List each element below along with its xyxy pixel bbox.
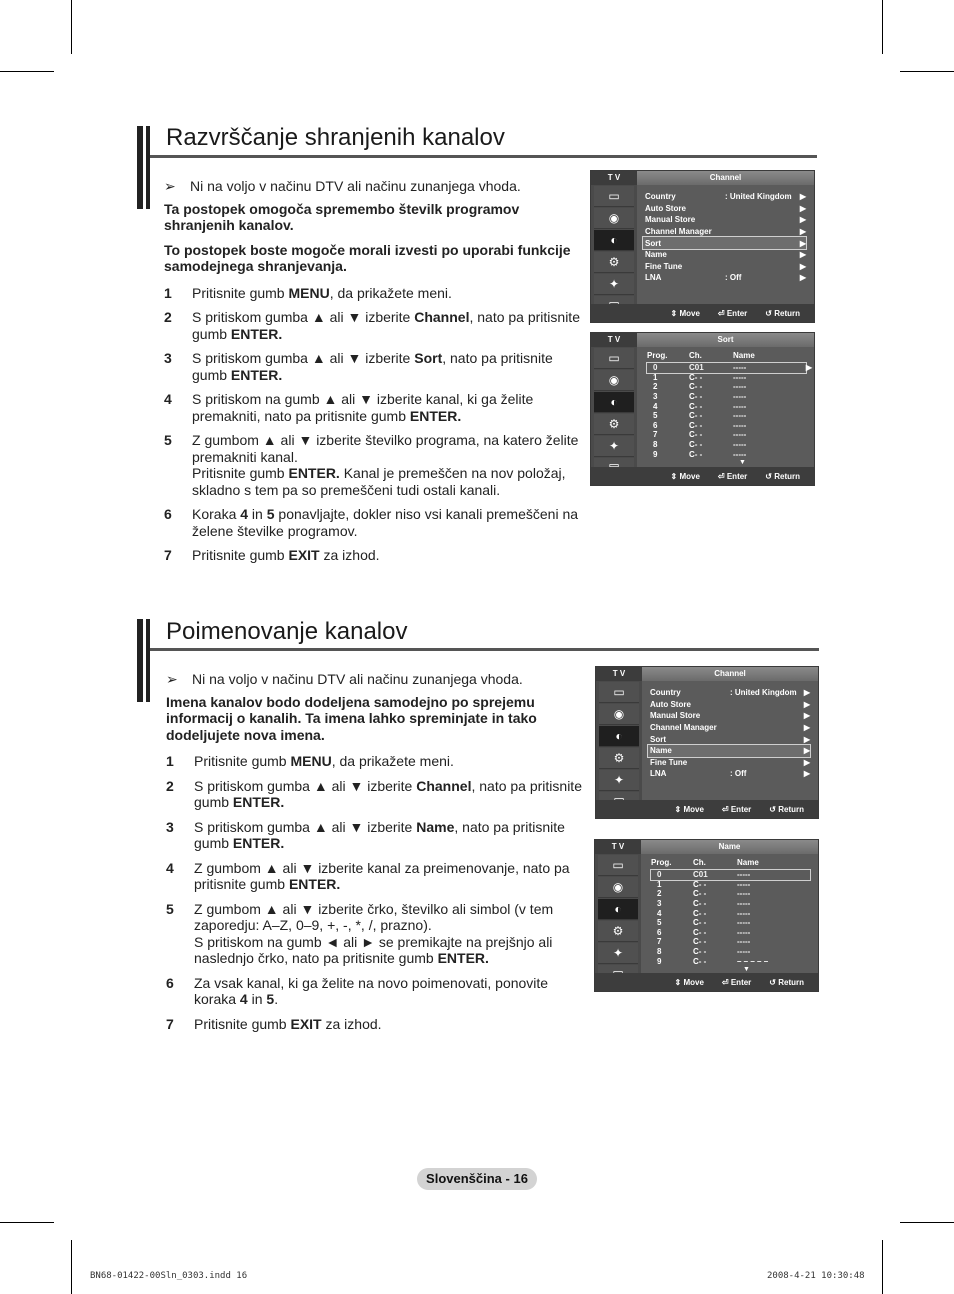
crop-mark — [0, 71, 54, 72]
arrow-right-icon: ▶ — [803, 757, 810, 767]
enter-hint: ⏎ Enter — [721, 804, 752, 814]
step-number: 6 — [164, 506, 172, 522]
step-text: Pritisnite gumb MENU, da prikažete meni. — [192, 284, 452, 301]
menu-item[interactable] — [648, 768, 810, 780]
osd-sidebar — [591, 347, 637, 467]
section-bar — [137, 126, 143, 209]
menu-item[interactable] — [643, 237, 806, 249]
arrow-right-icon: ▶ — [799, 227, 806, 237]
step-number: 5 — [166, 900, 174, 917]
step-text: S pritiskom gumba ▲ ali ▼ izberite Channel, nato pa pritisnite gumb ENTER. — [192, 309, 580, 342]
input-icon[interactable]: ✦ — [598, 943, 638, 964]
menu-item[interactable] — [648, 722, 810, 734]
channel-name: ----- — [733, 382, 747, 392]
menu-item-label: LNA — [650, 769, 667, 779]
channel-prog: 9 — [657, 956, 662, 966]
channel-name: ----- — [737, 937, 751, 947]
enter-hint: ⏎ Enter — [717, 471, 748, 481]
channel-ch: C- - — [693, 879, 707, 889]
setup-icon[interactable]: ⚙ — [598, 921, 638, 942]
osd-sidebar — [591, 185, 637, 304]
channel-prog: 4 — [653, 401, 658, 411]
channel-row[interactable] — [647, 421, 806, 431]
step-text: S pritiskom gumba ▲ ali ▼ izberite Sort, nato pa pritisnite gumb ENTER. — [192, 350, 553, 383]
channel-prog: 9 — [653, 449, 658, 459]
section-bar — [146, 126, 150, 209]
channel-list — [647, 363, 812, 459]
channel-icon[interactable]: ◐ — [594, 230, 634, 251]
channel-row[interactable] — [651, 908, 810, 918]
channel-name: ----- — [737, 947, 751, 957]
channel-ch: C- - — [689, 420, 703, 430]
channel-row[interactable] — [651, 880, 810, 890]
channel-name: ----- — [733, 420, 747, 430]
step-number: 5 — [164, 432, 172, 448]
crop-mark — [71, 1240, 72, 1294]
col-prog: Prog. — [647, 351, 668, 360]
step-number: 6 — [166, 974, 174, 991]
channel-row[interactable] — [647, 440, 806, 450]
channel-prog: 0 — [653, 363, 658, 373]
channel-prog: 3 — [657, 899, 662, 909]
crop-mark — [882, 0, 883, 54]
osd-title: Name — [641, 840, 818, 854]
list-header — [647, 351, 806, 360]
menu-item[interactable] — [648, 733, 810, 745]
menu-item-label: Sort — [650, 734, 666, 744]
scroll-down-icon: ▼ — [743, 966, 750, 973]
imprint-date: 2008-4-21 10:30:48 — [767, 1271, 865, 1281]
menu-item-label: Channel Manager — [645, 227, 712, 237]
imprint-file: BN68-01422-00Sln_0303.indd 16 — [90, 1271, 248, 1281]
menu-item-label: Country — [645, 192, 676, 202]
osd-footer — [591, 467, 814, 485]
channel-name: ----- — [737, 927, 751, 937]
channel-ch: C- - — [693, 918, 707, 928]
arrow-right-icon: ▶ — [799, 215, 806, 225]
channel-ch: C- - — [689, 440, 703, 450]
section2-text — [166, 671, 586, 1040]
channel-prog: 2 — [653, 382, 658, 392]
osd-header — [591, 171, 814, 185]
menu-item-label: Sort — [645, 238, 661, 248]
channel-row[interactable] — [647, 411, 806, 421]
step-list — [166, 753, 586, 1032]
channel-name: ----- — [737, 918, 751, 928]
crop-mark — [900, 71, 954, 72]
channel-row[interactable] — [651, 928, 810, 938]
osd-channel-menu — [590, 170, 815, 323]
note-text: Ni na voljo v načinu DTV ali načinu zunanjega vhoda. — [190, 178, 521, 194]
step-text: Pritisnite gumb EXIT za izhod. — [194, 1015, 382, 1032]
note — [166, 671, 586, 688]
menu-list — [648, 687, 810, 780]
osd-sidebar — [595, 854, 641, 973]
menu-item-value: : Off — [730, 769, 747, 779]
channel-prog: 2 — [657, 889, 662, 899]
sound-icon[interactable]: ◉ — [594, 208, 634, 229]
channel-name: – – – – – — [737, 956, 769, 966]
setup-icon[interactable]: ⚙ — [599, 748, 639, 769]
arrow-note-icon: ➢ — [166, 671, 178, 687]
sound-icon[interactable]: ◉ — [598, 877, 638, 898]
step-number: 1 — [164, 284, 172, 301]
step-number: 3 — [166, 818, 174, 835]
intro-bold: To postopek boste mogoče morali izvesti po uporabi funkcije samodejnega shranjevanja. — [164, 241, 571, 274]
section-rule — [150, 648, 819, 651]
section-title: Razvrščanje shranjenih kanalov — [166, 124, 505, 151]
osd-header — [591, 333, 814, 347]
channel-row[interactable] — [651, 889, 810, 899]
channel-prog: 8 — [657, 947, 662, 957]
step-list — [164, 285, 584, 564]
enter-hint: ⏎ Enter — [721, 977, 752, 987]
col-ch: Ch. — [689, 351, 702, 360]
return-hint: ↺ Return — [765, 308, 800, 318]
osd-main — [642, 681, 818, 800]
osd-tv-label: T V — [595, 840, 641, 854]
osd-header — [596, 667, 818, 681]
menu-item-label: Auto Store — [645, 203, 686, 213]
channel-row[interactable] — [651, 947, 810, 957]
note — [164, 178, 584, 195]
channel-name: ----- — [733, 392, 747, 402]
col-ch: Ch. — [693, 858, 706, 867]
osd-title: Channel — [642, 667, 818, 681]
crop-mark — [71, 0, 72, 54]
input-icon[interactable]: ✦ — [594, 274, 634, 295]
channel-ch: C- - — [693, 899, 707, 909]
menu-item-value: : United Kingdom — [730, 688, 797, 698]
channel-row[interactable] — [651, 937, 810, 947]
osd-sidebar — [596, 681, 642, 800]
step-number: 7 — [164, 547, 172, 563]
channel-ch: C- - — [689, 449, 703, 459]
osd-header — [595, 840, 818, 854]
step-text: Pritisnite gumb EXIT za izhod. — [192, 547, 380, 563]
osd-footer — [596, 800, 818, 818]
arrow-right-icon: ▶ — [803, 699, 810, 709]
osd-title: Channel — [637, 171, 814, 185]
channel-name: ----- — [737, 879, 751, 889]
return-hint: ↺ Return — [765, 471, 800, 481]
menu-item[interactable] — [648, 745, 810, 757]
step-item — [166, 901, 586, 967]
osd-tv-label: T V — [591, 333, 637, 347]
channel-ch: C- - — [689, 411, 703, 421]
step-item — [164, 432, 584, 498]
channel-ch: C- - — [693, 927, 707, 937]
intro-bold: Imena kanalov bodo dodeljena samodejno po sprejemu informacij o kanalih. Ta imena lahko spreminjate in tako dodeljujete nova imena. — [166, 693, 537, 743]
osd-tv-label: T V — [591, 171, 637, 185]
channel-ch: C- - — [693, 937, 707, 947]
setup-icon[interactable]: ⚙ — [594, 252, 634, 273]
channel-ch: C- - — [689, 382, 703, 392]
arrow-right-icon: ▶ — [803, 769, 810, 779]
step-number: 7 — [166, 1015, 174, 1032]
channel-name: ----- — [737, 908, 751, 918]
channel-prog: 7 — [657, 937, 662, 947]
list-header — [651, 858, 810, 867]
channel-name: ----- — [733, 401, 747, 411]
channel-name: ----- — [733, 449, 747, 459]
channel-list — [651, 870, 810, 966]
return-hint: ↺ Return — [769, 977, 804, 987]
arrow-right-icon: ▶ — [799, 238, 806, 248]
osd-tv-label: T V — [596, 667, 642, 681]
step-number: 2 — [164, 309, 172, 325]
menu-item-label: Manual Store — [645, 215, 696, 225]
step-item — [166, 860, 586, 893]
menu-item[interactable] — [643, 191, 806, 203]
menu-item-value: : United Kingdom — [725, 192, 792, 202]
osd-main — [637, 185, 814, 304]
channel-prog: 6 — [657, 927, 662, 937]
menu-item-label: Auto Store — [650, 699, 691, 709]
channel-ch: C- - — [689, 430, 703, 440]
menu-item[interactable] — [643, 249, 806, 261]
arrow-right-icon: ▶ — [803, 711, 810, 721]
section1-text — [164, 178, 584, 572]
arrow-right-icon: ▶ — [803, 688, 810, 698]
picture-icon[interactable]: ▭ — [594, 348, 634, 369]
input-icon[interactable]: ✦ — [594, 436, 634, 457]
channel-prog: 0 — [657, 870, 662, 880]
return-hint: ↺ Return — [769, 804, 804, 814]
picture-icon[interactable]: ▭ — [594, 186, 634, 207]
menu-item-label: Channel Manager — [650, 723, 717, 733]
channel-row[interactable] — [647, 430, 806, 440]
step-number: 2 — [166, 777, 174, 794]
move-hint: ⇕ Move — [674, 977, 704, 987]
channel-row[interactable] — [651, 870, 810, 880]
osd-name-list — [594, 839, 819, 992]
enter-hint: ⏎ Enter — [717, 308, 748, 318]
menu-item-label: Fine Tune — [645, 261, 683, 271]
arrow-right-icon: ▶ — [799, 250, 806, 260]
step-item — [164, 309, 584, 342]
channel-row[interactable] — [647, 392, 806, 402]
menu-item-label: Fine Tune — [650, 757, 688, 767]
step-item — [164, 350, 584, 383]
channel-icon[interactable]: ◐ — [599, 726, 639, 747]
channel-prog: 6 — [653, 420, 658, 430]
channel-prog: 1 — [653, 372, 658, 382]
menu-item-label: LNA — [645, 273, 662, 283]
channel-row[interactable] — [651, 918, 810, 928]
section-bar — [137, 619, 143, 702]
menu-item[interactable] — [643, 203, 806, 215]
channel-name: ----- — [737, 899, 751, 909]
osd-footer — [595, 973, 818, 991]
menu-item-label: Manual Store — [650, 711, 701, 721]
channel-row[interactable] — [647, 373, 806, 383]
step-number: 1 — [166, 753, 174, 769]
step-number: 4 — [166, 859, 174, 876]
channel-row[interactable] — [647, 449, 806, 459]
menu-item-label: Name — [650, 746, 672, 756]
channel-prog: 1 — [657, 879, 662, 889]
menu-list — [643, 191, 806, 284]
step-item — [164, 285, 584, 302]
move-hint: ⇕ Move — [674, 804, 704, 814]
osd-main — [637, 347, 814, 467]
arrow-right-icon: ▶ — [805, 363, 812, 373]
menu-item[interactable] — [648, 699, 810, 711]
channel-ch: C01 — [689, 363, 704, 373]
step-text: Z gumbom ▲ ali ▼ izberite črko, številko ali simbol (v tem zaporedju: A–Z, 0–9, +, -, *, /, prazno). S pritiskom na gumb ◄ ali ► se premikajte na prejšnjo ali naslednjo črko, nato pa pritisnite gumb ENTER. — [194, 900, 554, 966]
channel-prog: 3 — [653, 392, 658, 402]
step-item — [164, 547, 584, 564]
step-item — [166, 975, 586, 1008]
osd-channel-menu — [595, 666, 819, 819]
channel-prog: 8 — [653, 440, 658, 450]
channel-prog: 7 — [653, 430, 658, 440]
col-name: Name — [737, 858, 759, 867]
channel-row[interactable] — [647, 401, 806, 411]
channel-name: ----- — [733, 411, 747, 421]
menu-item[interactable] — [643, 214, 806, 226]
crop-mark — [900, 1222, 954, 1223]
section-bar — [146, 619, 150, 702]
col-name: Name — [733, 351, 755, 360]
menu-item[interactable] — [648, 687, 810, 699]
step-item — [166, 778, 586, 811]
osd-footer — [591, 304, 814, 322]
arrow-right-icon: ▶ — [803, 746, 810, 756]
section-title: Poimenovanje kanalov — [166, 618, 408, 645]
picture-icon[interactable]: ▭ — [598, 855, 638, 876]
step-text: Pritisnite gumb MENU, da prikažete meni. — [194, 753, 454, 769]
step-text: Z gumbom ▲ ali ▼ izberite kanal za preimenovanje, nato pa pritisnite gumb ENTER. — [194, 859, 570, 892]
arrow-right-icon: ▶ — [799, 273, 806, 283]
channel-ch: C- - — [693, 908, 707, 918]
intro-bold: Ta postopek omogoča spremembo številk programov shranjenih kanalov. — [164, 200, 520, 233]
picture-icon[interactable]: ▭ — [599, 682, 639, 703]
channel-ch: C- - — [693, 889, 707, 899]
step-text: S pritiskom gumba ▲ ali ▼ izberite Channel, nato pa pritisnite gumb ENTER. — [194, 777, 582, 810]
menu-item[interactable] — [648, 710, 810, 722]
channel-name: ----- — [737, 889, 751, 899]
crop-mark — [882, 1240, 883, 1294]
channel-name: ----- — [733, 430, 747, 440]
channel-row[interactable] — [651, 899, 810, 909]
channel-row[interactable] — [651, 956, 810, 966]
note-text: Ni na voljo v načinu DTV ali načinu zunanjega vhoda. — [192, 671, 523, 687]
move-hint: ⇕ Move — [670, 471, 700, 481]
channel-row[interactable] — [647, 382, 806, 392]
channel-name: ----- — [737, 870, 751, 880]
step-text: Za vsak kanal, ki ga želite na novo poimenovati, ponovite koraka 4 in 5. — [194, 974, 549, 1007]
step-item — [166, 819, 586, 852]
channel-ch: C01 — [693, 870, 708, 880]
crop-mark — [0, 1222, 54, 1223]
menu-item[interactable] — [643, 261, 806, 273]
channel-prog: 4 — [657, 908, 662, 918]
channel-row[interactable] — [647, 363, 812, 373]
menu-item-label: Name — [645, 250, 667, 260]
channel-icon[interactable]: ◐ — [598, 899, 638, 920]
step-text: Z gumbom ▲ ali ▼ izberite številko programa, na katero želite premakniti kanal. Pritisnite gumb ENTER. Kanal je premeščen na nov položaj, skladno s tem pa so premeščeni tudi ostali kanali. — [192, 432, 579, 498]
channel-name: ----- — [733, 363, 747, 373]
channel-name: ----- — [733, 372, 747, 382]
osd-title: Sort — [637, 333, 814, 347]
step-text: S pritiskom na gumb ▲ ali ▼ izberite kanal, ki ga želite premakniti, nato pa pritisnite gumb ENTER. — [192, 391, 534, 424]
channel-prog: 5 — [657, 918, 662, 928]
channel-ch: C- - — [689, 372, 703, 382]
menu-item[interactable] — [648, 757, 810, 769]
channel-name: ----- — [733, 440, 747, 450]
arrow-right-icon: ▶ — [799, 203, 806, 213]
step-text: Koraka 4 in 5 ponavljajte, dokler niso vsi kanali premeščeni na želene številke programov. — [192, 506, 579, 539]
arrow-right-icon: ▶ — [799, 192, 806, 202]
step-item — [166, 753, 586, 770]
step-number: 4 — [164, 391, 172, 407]
arrow-right-icon: ▶ — [803, 734, 810, 744]
step-text: S pritiskom gumba ▲ ali ▼ izberite Name, nato pa pritisnite gumb ENTER. — [194, 818, 565, 851]
page-number-badge: Slovenščina - 16 — [417, 1168, 537, 1190]
channel-ch: C- - — [693, 947, 707, 957]
channel-icon[interactable]: ◐ — [594, 392, 634, 413]
menu-item-value: : Off — [725, 273, 742, 283]
osd-sort-list — [590, 332, 815, 486]
menu-item-label: Country — [650, 688, 681, 698]
sound-icon[interactable]: ◉ — [599, 704, 639, 725]
setup-icon[interactable]: ⚙ — [594, 414, 634, 435]
arrow-right-icon: ▶ — [803, 723, 810, 733]
menu-item[interactable] — [643, 272, 806, 284]
step-item — [166, 1016, 586, 1033]
section-rule — [150, 155, 817, 158]
channel-prog: 5 — [653, 411, 658, 421]
channel-ch: C- - — [693, 956, 707, 966]
arrow-right-icon: ▶ — [799, 261, 806, 271]
col-prog: Prog. — [651, 858, 672, 867]
menu-item[interactable] — [643, 226, 806, 238]
osd-main — [641, 854, 818, 973]
channel-ch: C- - — [689, 401, 703, 411]
step-item — [164, 506, 584, 539]
step-number: 3 — [164, 350, 172, 366]
arrow-note-icon: ➢ — [164, 178, 176, 194]
channel-ch: C- - — [689, 392, 703, 402]
scroll-down-icon: ▼ — [739, 459, 746, 466]
sound-icon[interactable]: ◉ — [594, 370, 634, 391]
step-item — [164, 391, 584, 424]
move-hint: ⇕ Move — [670, 308, 700, 318]
input-icon[interactable]: ✦ — [599, 770, 639, 791]
